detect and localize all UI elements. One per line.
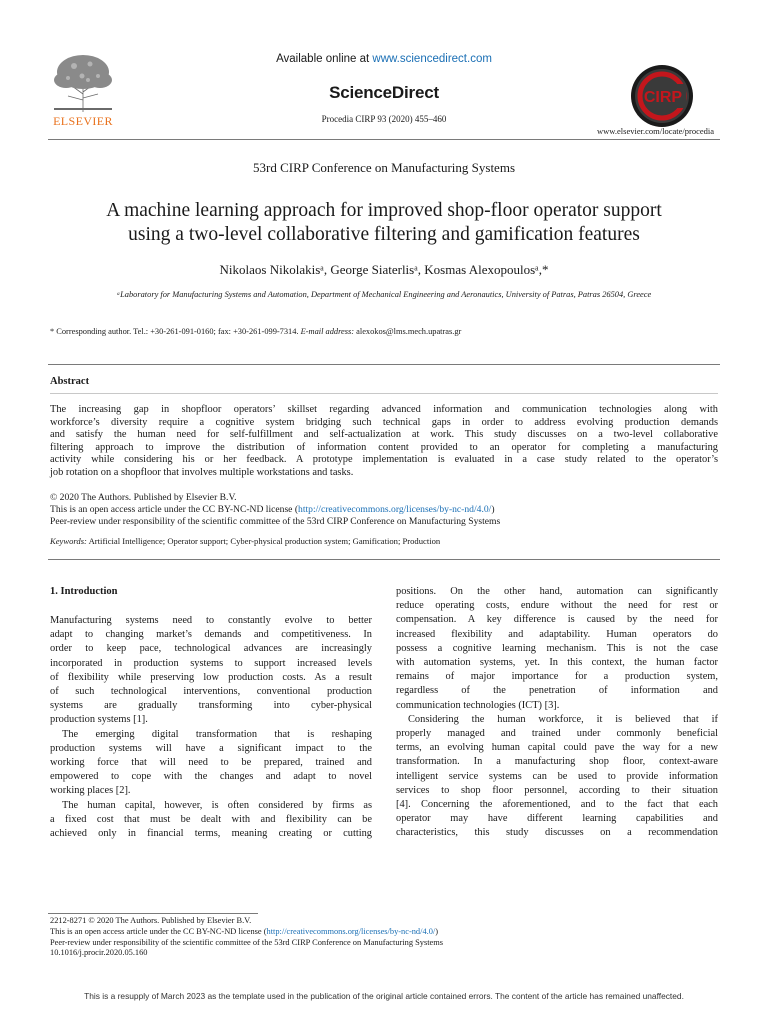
body-line: characteristics, this study discusses on a recommendation	[396, 827, 718, 839]
body-line: Considering the human workforce, it is believed that if	[408, 713, 718, 725]
left-column	[50, 614, 372, 841]
body-line: The human capital, however, is often considered by firms as	[62, 799, 372, 811]
footer-issn: 2212-8271 © 2020 The Authors. Published by Elsevier B.V.	[50, 916, 252, 925]
footer-divider	[48, 913, 258, 914]
header-divider	[48, 139, 720, 140]
body-line: of such technological interventions, conventional production	[50, 686, 372, 698]
available-online-label: Available online at	[276, 53, 373, 65]
footer-block	[50, 916, 718, 959]
body-line: incorporated in production systems to support increased levels	[50, 657, 372, 669]
body-line: production systems [1].	[50, 714, 148, 726]
footer-license-prefix: This is an open access article under the CC BY-NC-ND license (	[50, 926, 267, 936]
body-line: regardless of the penetration of information and	[396, 685, 718, 697]
cirp-logo	[630, 64, 694, 128]
body-line: services to shop floor personnel, according to their situation	[396, 784, 718, 796]
journal-reference: Procedia CIRP 93 (2020) 455–460	[321, 114, 447, 124]
body-line: Manufacturing systems need to constantly evolve to better	[50, 615, 372, 626]
elsevier-wordmark: ELSEVIER	[53, 114, 113, 128]
abstract-line: and satisfy the human need for self-fulfillment and self-actualization at work. This study discusses on a two-level collaborative	[50, 429, 718, 440]
body-line: The emerging digital transformation that is reshaping	[62, 728, 372, 740]
body-line: compensation. A key difference is caused by the need for	[396, 614, 718, 626]
title-line: using a two-level collaborative filtering and gamification features	[128, 224, 640, 245]
body-line: working force that will need to be prepared, trained and	[50, 757, 372, 769]
body-line: working places [2].	[50, 785, 131, 797]
section-heading-introduction: 1. Introduction	[50, 586, 118, 597]
keywords-divider	[48, 559, 720, 560]
body-line: order to keep pace, technological advances are increasingly	[50, 643, 372, 655]
license-suffix: )	[491, 503, 495, 515]
body-line: a fixed cost that must be dealt with and flexibility can be	[50, 813, 372, 825]
keywords-list: Artificial Intelligence; Operator support; Cyber-physical production system; Gamification; Production	[86, 536, 441, 546]
cirp-logo-text: CIRP	[643, 89, 683, 106]
corresponding-author-note	[50, 327, 720, 336]
footer-doi: 10.1016/j.procir.2020.05.160	[50, 948, 148, 958]
abstract-body	[50, 404, 718, 479]
body-line: communication technologies (ICT) [3].	[396, 699, 560, 711]
body-line: achieved only in financial terms, meaning creating or cutting	[50, 828, 372, 840]
email-label: E-mail address:	[300, 327, 355, 336]
abstract-top-divider	[48, 364, 720, 365]
license-line	[50, 504, 718, 516]
abstract-line: The increasing gap in shopfloor operators’ skillset regarding advanced information and communication technologies along with	[50, 404, 718, 415]
abstract-copyright-block	[50, 492, 718, 527]
footer-license-link[interactable]: http://creativecommons.org/licenses/by-nc-nd/4.0/	[266, 926, 436, 936]
conference-name: 53rd CIRP Conference on Manufacturing Systems	[253, 160, 515, 175]
sciencedirect-link[interactable]: www.sciencedirect.com	[372, 53, 492, 65]
footer-peer-review: Peer-review under responsibility of the scientific committee of the 53rd CIRP Conference on Manufacturing Systems	[50, 937, 444, 947]
license-prefix: This is an open access article under the CC BY-NC-ND license (	[50, 503, 299, 515]
abstract-line: workforce’s diversity require a cognitive system bridging such technical gaps in order to address evolving production demands	[50, 416, 718, 428]
body-line: terms, an evolving human capital could pave the way for a new	[396, 742, 718, 754]
resupply-note: This is a resupply of March 2023 as the template used in the publication of the original article contained errors. The content of the article has remained unaffected.	[84, 991, 684, 1001]
peer-review-line: Peer-review under responsibility of the scientific committee of the 53rd CIRP Conference on Manufacturing Systems	[50, 515, 501, 527]
body-line: with automation systems, yet. In this context, the human factor	[396, 657, 718, 669]
cirp-logo-icon	[630, 64, 694, 128]
abstract-line: filtering approach to improve the distribution of information content provided to an operator for completing a manufacturing	[50, 441, 718, 453]
body-line: empowered to cope with the changes and adapt to novel	[50, 771, 372, 783]
body-line: operator may have different learning capabilities and	[396, 813, 718, 825]
footer-license-line	[50, 927, 718, 938]
copyright-line: © 2020 The Authors. Published by Elsevier B.V.	[50, 492, 237, 503]
corresponding-email: alexokos@lms.mech.upatras.gr	[354, 327, 462, 336]
license-link[interactable]: http://creativecommons.org/licenses/by-nc-nd/4.0/	[298, 503, 492, 515]
abstract-divider	[50, 393, 718, 394]
body-line: transformation. In a manufacturing shop floor, context-aware	[396, 756, 718, 768]
body-line: possess a cognitive learning mechanism. This is not the case	[396, 642, 718, 654]
right-column	[396, 585, 718, 841]
keywords-line	[50, 536, 718, 546]
author-affiliation: ᵃLaboratory for Manufacturing Systems and Automation, Department of Mechanical Engineering and Aeronautics, University of Patras, Patras 26504, Greece	[116, 290, 652, 299]
title-line: A machine learning approach for improved shop-floor operator support	[106, 200, 662, 221]
abstract-heading: Abstract	[50, 376, 90, 387]
abstract-line: job rotation on a shopfloor that involves multiple workstations and tasks.	[50, 466, 354, 478]
body-line: positions. On the other hand, automation can significantly	[396, 586, 718, 597]
body-line: reduce operating costs, endure without the need for rest or	[396, 600, 718, 612]
body-line: intelligent service systems can be used to provide information	[396, 770, 718, 782]
body-line: production systems will have a significant impact to the	[50, 742, 372, 754]
footer-license-suffix: )	[435, 926, 439, 936]
body-line: adapt to changing market’s demands and competitiveness. In	[50, 629, 372, 641]
body-line: increased flexibility and adaptability. Human operators do	[396, 628, 718, 640]
author-list: Nikolaos Nikolakisᵃ, George Siaterlisᵃ, Kosmas Alexopoulosᵃ,*	[219, 262, 549, 277]
paper-title	[40, 199, 728, 247]
abstract-line: activity while considering his or her feedback. A prototype implementation is evaluated in a case study related to the operator’s	[50, 454, 718, 465]
body-line: of flexibility while preserving low production costs. As a result	[50, 671, 372, 683]
sciencedirect-wordmark: ScienceDirect	[329, 83, 439, 102]
journal-homepage-link[interactable]: www.elsevier.com/locate/procedia	[597, 126, 714, 136]
body-line: [4]. Concerning the aforementioned, and to the fact that each	[396, 799, 718, 811]
keywords-label: Keywords:	[50, 536, 87, 546]
body-line: systems are gradually transforming into cyber-physical	[50, 700, 372, 712]
body-line: properly managed and trained under commonly beneficial	[396, 728, 718, 740]
corresponding-contact: * Corresponding author. Tel.: +30-261-091-0160; fax: +30-261-099-7314.	[50, 327, 301, 336]
body-line: remains of major importance for a production system,	[396, 671, 718, 683]
